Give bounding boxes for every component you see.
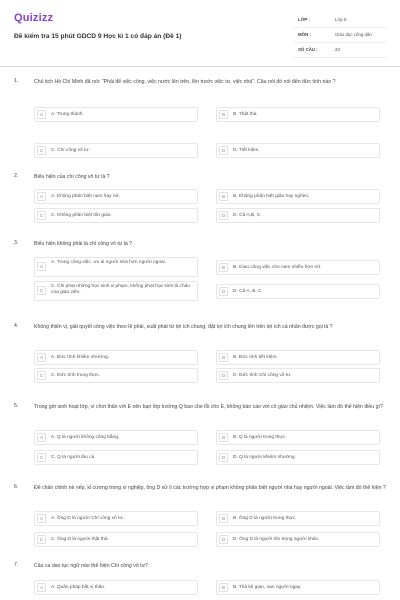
- option-letter: B: [219, 433, 228, 442]
- option-letter: B: [219, 110, 228, 119]
- option-c[interactable]: [34, 450, 198, 465]
- option-text: B. Thật thà.: [233, 112, 258, 117]
- meta-table: [294, 13, 386, 58]
- option-letter: A: [37, 262, 46, 271]
- option-a[interactable]: [34, 107, 198, 122]
- option-letter: D: [219, 146, 228, 155]
- option-a[interactable]: [34, 350, 198, 365]
- option-letter: B: [219, 353, 228, 362]
- question-number: 5.: [14, 403, 19, 409]
- meta-row-class: [294, 13, 386, 28]
- worksheet-header: [0, 0, 400, 62]
- question-number: 4.: [14, 323, 19, 329]
- question-text: Để chấn chỉnh nề nếp, kỉ cương trong xí nghiệp, ông D xử lí các trường hợp vi phạm không phân biệt người nhà hay người ngoài. Việc làm đó thể hiện ?: [34, 485, 386, 491]
- question-number: 7.: [14, 562, 19, 568]
- option-b[interactable]: [216, 580, 380, 595]
- option-c[interactable]: [34, 532, 198, 547]
- question-text: Câu ca dao tục ngữ nào thể hiện Chí công vô tư?: [34, 563, 148, 569]
- option-a[interactable]: [34, 189, 198, 204]
- option-b[interactable]: [216, 430, 380, 445]
- option-text: A. Trung thành.: [51, 112, 84, 117]
- option-letter: C: [37, 371, 46, 380]
- option-letter: A: [37, 110, 46, 119]
- option-text: A. Trong công việc, ưu ái người nhà hơn người ngoài.: [51, 260, 167, 265]
- meta-key: LỚP :: [298, 17, 310, 22]
- option-a[interactable]: [34, 511, 198, 526]
- option-letter: B: [219, 192, 228, 201]
- question-text: Biểu hiện không phải là chí công vô tư là ?: [34, 241, 133, 247]
- question-number: 6.: [14, 484, 19, 490]
- option-c[interactable]: [34, 208, 198, 223]
- option-c[interactable]: [34, 368, 198, 383]
- question-number: 1.: [14, 78, 19, 84]
- option-text: B. Ông D là người trung thực.: [233, 516, 297, 521]
- option-b[interactable]: [216, 350, 380, 365]
- option-text: C. Đức tính trung thực.: [51, 373, 101, 378]
- option-letter: A: [37, 514, 46, 523]
- option-letter: C: [37, 146, 46, 155]
- option-text: A. Quân pháp bất vị thân.: [51, 585, 106, 590]
- option-d[interactable]: [216, 208, 380, 223]
- option-text: C. Q là người lâu cá.: [51, 455, 96, 460]
- option-text: A. Ông D là người Chí công vô tư.: [51, 516, 125, 521]
- meta-row-count: [294, 43, 386, 58]
- meta-key: SỐ CÂU :: [298, 47, 318, 52]
- meta-key: MÔN :: [298, 32, 311, 37]
- option-letter: A: [37, 583, 46, 592]
- option-c[interactable]: [34, 281, 198, 301]
- meta-value: Lớp 9: [335, 17, 347, 22]
- question-text: Trong giờ sinh hoạt lớp, vì chơi thân với E nên bạn lớp trưởng Q bao che lỗi cho E, không báo cáo với cô giáo chủ nhiệm. Việc làm đó thể hiện điều gì?: [34, 404, 383, 410]
- option-letter: A: [37, 192, 46, 201]
- option-letter: A: [37, 353, 46, 362]
- meta-value: Giáo dục công dân: [335, 32, 372, 37]
- option-d[interactable]: [216, 368, 380, 383]
- option-text: A. Q là người không công bằng.: [51, 435, 120, 440]
- option-letter: C: [37, 535, 46, 544]
- meta-value: 20: [335, 47, 340, 52]
- question-text: Không thiên vị, giải quyết công việc theo lẽ phải, xuất phát từ lợi ích chung, đặt lợi ích chung lên trên lợi ích cá nhân được gọi là ?: [34, 324, 333, 330]
- option-a[interactable]: [34, 580, 198, 595]
- option-b[interactable]: [216, 107, 380, 122]
- header-divider: [0, 66, 400, 67]
- option-a[interactable]: [34, 257, 198, 277]
- option-letter: D: [219, 371, 228, 380]
- option-text: A. Đức tính khiêm nhường.: [51, 355, 110, 360]
- quizizz-logo: Quizizz: [14, 12, 54, 24]
- option-text: A. Không phân biệt nam hay nữ.: [51, 194, 121, 199]
- option-letter: D: [219, 211, 228, 220]
- option-text: D. Cả A,B, C.: [233, 213, 262, 218]
- option-text: C. Chí công vô tư.: [51, 148, 90, 153]
- option-text: C. Chỉ phạt những học sinh vi phạm, không phạt học sinh là cháu của giáo viên.: [51, 284, 190, 296]
- option-text: D. Q là người khiêm nhường.: [233, 455, 296, 460]
- option-b[interactable]: [216, 260, 380, 275]
- option-text: D. Đức tính Chí công vô tư.: [233, 373, 292, 378]
- option-d[interactable]: [216, 284, 380, 299]
- option-text: B. Q là người trung thực.: [233, 435, 287, 440]
- option-letter: D: [219, 535, 228, 544]
- option-text: D. Cả A, B, C: [233, 289, 262, 294]
- option-d[interactable]: [216, 143, 380, 158]
- option-letter: D: [219, 453, 228, 462]
- option-text: C. Không phân biệt tôn giáo.: [51, 213, 112, 218]
- option-letter: B: [219, 263, 228, 272]
- option-text: C. Ông D là người thật thà.: [51, 537, 109, 542]
- page-title: Đề kiểm tra 15 phút GDCD 9 Học kì 1 có đáp án (Đề 1): [14, 33, 182, 40]
- option-letter: B: [219, 514, 228, 523]
- option-b[interactable]: [216, 189, 380, 204]
- option-text: B. Không phân biệt giàu hay nghèo.: [233, 194, 310, 199]
- option-text: B. Đức tính tiết kiệm.: [233, 355, 278, 360]
- option-text: D. Ông D là người tôn trọng người khác.: [233, 537, 320, 542]
- question-number: 3.: [14, 240, 19, 246]
- question-number: 2.: [14, 173, 19, 179]
- option-text: B. Thả kê gian, oan người ngay.: [233, 585, 302, 590]
- option-letter: C: [37, 453, 46, 462]
- option-c[interactable]: [34, 143, 198, 158]
- option-text: B. Giao công việc cho nam nhiều hơn nữ.: [233, 265, 322, 270]
- option-text: D. Tiết kiệm.: [233, 148, 260, 153]
- option-d[interactable]: [216, 532, 380, 547]
- option-letter: B: [219, 583, 228, 592]
- question-text: Chủ tịch Hồ Chí Minh đã nói: "Phải để việc công, việc nước lên trên, lên trước việc tư, việc nhà". Câu nói đó nói đến đức tính nào ?: [34, 79, 336, 85]
- option-letter: C: [37, 211, 46, 220]
- meta-row-subject: [294, 28, 386, 43]
- option-a[interactable]: [34, 430, 198, 445]
- option-letter: A: [37, 433, 46, 442]
- option-letter: C: [37, 286, 46, 295]
- option-letter: D: [219, 287, 228, 296]
- question-text: Biểu hiện của chí công vô tư là ?: [34, 174, 110, 180]
- option-d[interactable]: [216, 450, 380, 465]
- option-b[interactable]: [216, 511, 380, 526]
